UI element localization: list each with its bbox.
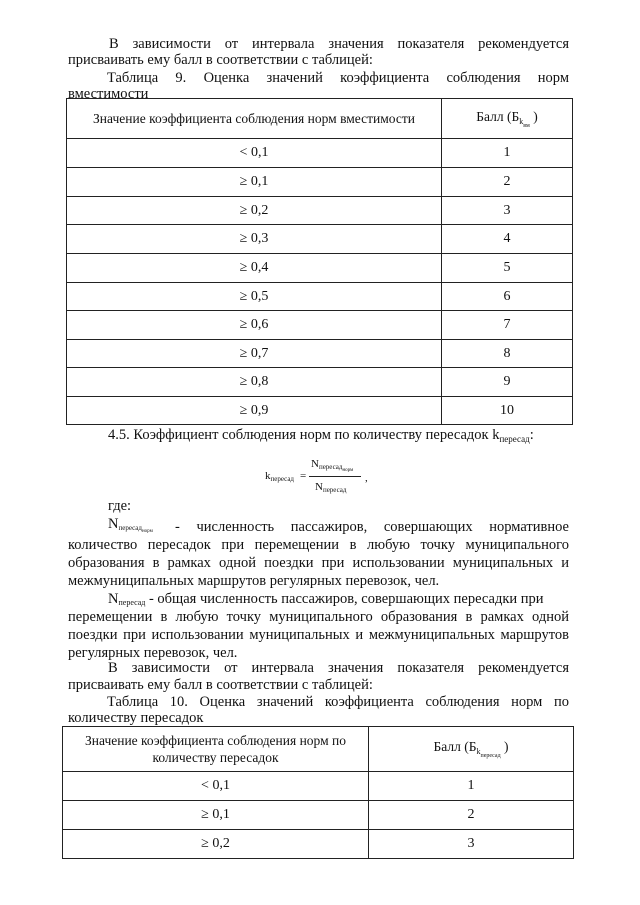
table9-header-score-prefix: Балл ( <box>476 108 512 124</box>
table9-cell-value: < 0,1 <box>67 139 442 168</box>
table10-cell-value: ≥ 0,2 <box>63 830 369 859</box>
formula-num-n: N <box>311 458 319 470</box>
table10-cell-value: ≥ 0,1 <box>63 801 369 830</box>
table9-cell-value: ≥ 0,2 <box>67 197 442 225</box>
formula <box>265 456 375 498</box>
table-row <box>67 368 573 397</box>
table10-header-value-line1: Значение коэффициента соблюдения норм по <box>85 733 346 748</box>
table-row <box>67 397 573 425</box>
table9-header-score <box>442 99 573 139</box>
formula-lhs <box>265 470 294 485</box>
table9-cell-score: 2 <box>442 168 573 197</box>
table-row <box>67 139 573 168</box>
table-row <box>67 254 573 283</box>
table10-caption-line1: Таблица 10. Оценка значений коэффициента соблюдения норм по <box>107 694 569 710</box>
formula-equals: = <box>300 470 307 482</box>
table9-header-score-subsub: вм <box>523 122 530 129</box>
def1-symbol-subsub: норм <box>141 529 153 534</box>
table-row <box>67 340 573 368</box>
table9-cell-value: ≥ 0,3 <box>67 225 442 254</box>
table10-cell-value: < 0,1 <box>63 772 369 801</box>
table9-cell-value: ≥ 0,4 <box>67 254 442 283</box>
table-row <box>67 197 573 225</box>
formula-fraction-line <box>309 476 361 477</box>
table10-header-score-sub-k: k <box>476 747 481 756</box>
table9-header-row <box>67 99 573 139</box>
formula-den-sub: пересад <box>322 486 347 494</box>
def2-line1: - общая численность пассажиров, совершающих пересадки при <box>145 591 544 607</box>
table9-cell-score: 8 <box>442 340 573 368</box>
def2-line3: поездки при использовании муниципальных и межмуниципальных маршрутов <box>68 627 569 643</box>
table9-header-score-symbol: Б <box>511 108 520 124</box>
table-row <box>67 311 573 340</box>
table9-caption-line2: вместимости <box>68 86 149 102</box>
table9 <box>66 98 573 425</box>
table-row <box>63 772 574 801</box>
table10-caption-line2: количеству пересадок <box>68 710 204 726</box>
def2-symbol-n: N <box>108 591 119 607</box>
table10 <box>62 726 574 859</box>
section45-suffix: : <box>529 427 534 443</box>
section45-text: 4.5. Коэффициент соблюдения норм по количеству пересадок k <box>108 427 500 443</box>
table9-header-score-suffix: ) <box>533 108 538 124</box>
formula-num-subsub: норм <box>342 468 354 473</box>
def1-line4: межмуниципальных маршрутов регулярных перевозок, чел. <box>68 573 440 589</box>
table9-cell-value: ≥ 0,9 <box>67 397 442 425</box>
where-label: где: <box>108 498 132 514</box>
table9-cell-score: 3 <box>442 197 573 225</box>
formula-num-sub: пересад <box>318 463 343 471</box>
table10-cell-score: 1 <box>369 772 574 801</box>
table9-cell-score: 9 <box>442 368 573 397</box>
formula-den-n: N <box>315 481 323 493</box>
formula-denominator <box>315 481 346 496</box>
table10-header-score-symbol: Б <box>468 739 477 754</box>
table-row <box>63 830 574 859</box>
table10-cell-score: 3 <box>369 830 574 859</box>
table-row <box>67 225 573 254</box>
table9-cell-value: ≥ 0,5 <box>67 283 442 311</box>
section45-sub: пересад <box>499 434 530 444</box>
formula-lhs-sub: пересад <box>270 475 294 483</box>
intro2-line1: В зависимости от интервала значения показателя рекомендуется <box>108 660 569 676</box>
table-row <box>67 168 573 197</box>
table9-header-value: Значение коэффициента соблюдения норм вместимости <box>67 99 442 139</box>
intro2-line2: присваивать ему балл в соответствии с таблицей: <box>68 677 373 693</box>
table10-header-score-subsub: пересад <box>480 753 501 759</box>
formula-numerator <box>311 458 353 477</box>
table10-header-score-sub <box>476 747 501 759</box>
def2-symbol-sub: пересад <box>118 598 146 607</box>
table9-cell-score: 1 <box>442 139 573 168</box>
table10-header-row <box>63 727 574 772</box>
table10-header-score <box>369 727 574 772</box>
table9-cell-value: ≥ 0,1 <box>67 168 442 197</box>
table10-header-score-prefix: Балл ( <box>433 739 469 754</box>
table9-cell-score: 6 <box>442 283 573 311</box>
def1-line2: количество пересадок при перемещении в любую точку муниципального <box>68 537 569 553</box>
table9-cell-score: 7 <box>442 311 573 340</box>
def2-line2: перемещении в любую точку муниципального образования в рамках одной <box>68 609 569 625</box>
def1-line1: - численность пассажиров, совершающих нормативное <box>175 519 569 535</box>
def1-line3: образования в рамках одной поездки при использовании муниципальных и <box>68 555 569 571</box>
table9-header-score-sub-k: k <box>519 116 524 126</box>
section45-heading <box>108 427 534 447</box>
def1-symbol-n: N <box>108 516 119 532</box>
table9-caption-line1: Таблица 9. Оценка значений коэффициента соблюдения норм <box>107 70 569 86</box>
table10-header-value <box>63 727 369 772</box>
formula-lhs-k: k <box>265 470 271 482</box>
def1-symbol-sub: пересад <box>118 524 142 532</box>
table9-header-score-sub <box>519 116 530 129</box>
table10-cell-score: 2 <box>369 801 574 830</box>
formula-comma: , <box>365 472 368 484</box>
intro1-line1: В зависимости от интервала значения показателя рекомендуется <box>109 36 569 52</box>
table10-header-value-line2: количеству пересадок <box>152 750 279 765</box>
table9-cell-value: ≥ 0,6 <box>67 311 442 340</box>
intro1-line2: присваивать ему балл в соответствии с таблицей: <box>68 52 373 68</box>
table10-header-score-suffix: ) <box>504 739 509 754</box>
table9-cell-score: 5 <box>442 254 573 283</box>
table-row <box>63 801 574 830</box>
table9-cell-value: ≥ 0,8 <box>67 368 442 397</box>
table9-cell-score: 4 <box>442 225 573 254</box>
def2-line4: регулярных перевозок, чел. <box>68 645 238 661</box>
table-row <box>67 283 573 311</box>
table9-cell-score: 10 <box>442 397 573 425</box>
table9-cell-value: ≥ 0,7 <box>67 340 442 368</box>
def2-first-line <box>108 591 569 611</box>
